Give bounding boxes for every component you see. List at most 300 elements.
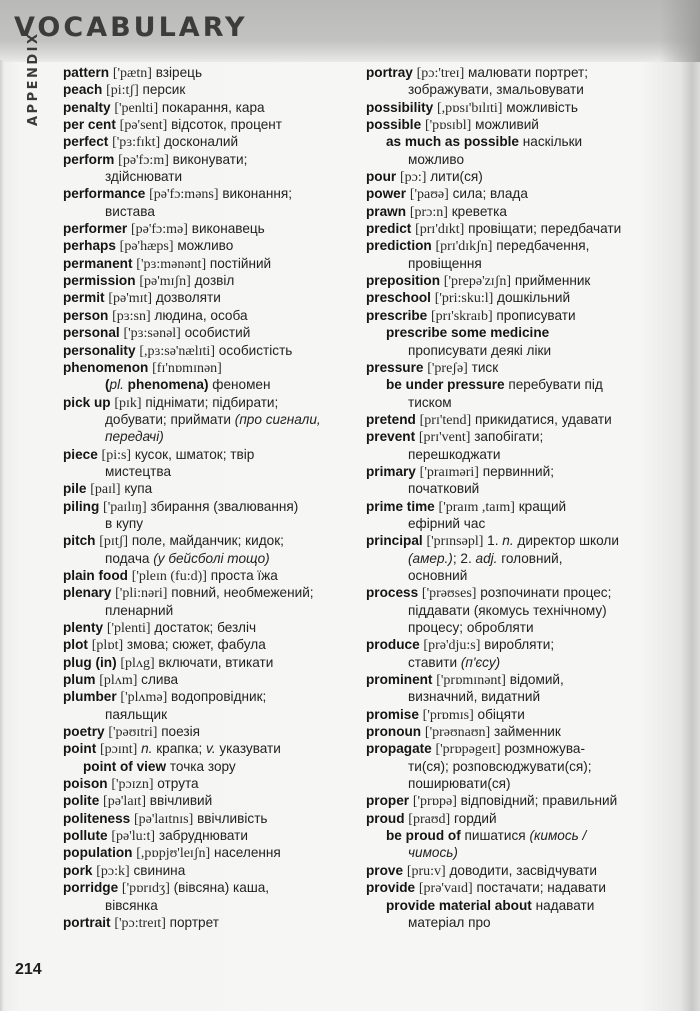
transcription: ['prəʊses]	[421, 586, 477, 602]
translation: первинний;	[482, 463, 554, 479]
translation: подача	[105, 550, 154, 566]
vocab-entry	[63, 359, 353, 376]
vocab-entry	[63, 498, 353, 515]
translation: малювати портрет;	[468, 65, 589, 80]
headword: promise	[366, 706, 419, 722]
headword: performance	[63, 186, 146, 202]
transcription: ['prɒmɪnənt]	[436, 673, 506, 689]
translation: крапка;	[152, 741, 207, 757]
transcription: ['prɒpəgeɪt]	[435, 742, 501, 758]
transcription: ['plʌmə]	[120, 690, 168, 706]
transcription: [pə'fɔ:mə]	[131, 222, 188, 238]
vocab-entry	[63, 237, 353, 254]
headword: plug (in)	[63, 654, 117, 670]
vocab-entry	[63, 654, 353, 671]
translation: людина, особа	[154, 307, 248, 323]
transcription: ['pri:sku:l]	[434, 291, 494, 307]
translation: ; 2.	[452, 550, 476, 566]
vocabulary-column-left	[63, 64, 353, 931]
headword: pronoun	[366, 724, 422, 740]
transcription: [,pɒpjʊ'leɪʃn]	[136, 846, 211, 862]
translation-continuation	[366, 515, 656, 532]
transcription: ['prepə'zɪʃn]	[443, 274, 512, 290]
translation: персик	[142, 82, 186, 98]
vocab-entry	[366, 706, 656, 723]
vocab-entry	[366, 237, 656, 254]
headword: preschool	[366, 290, 431, 306]
transcription: ['pɔɪzn]	[111, 777, 154, 793]
vocab-entry	[366, 532, 656, 549]
translation: взірець	[155, 65, 203, 80]
translation: займенник	[494, 724, 561, 740]
translation-continuation	[366, 550, 656, 567]
translation-continuation	[366, 602, 656, 619]
headword: prescribe	[366, 307, 428, 323]
headword: plum	[63, 672, 96, 688]
phrase-entry	[366, 324, 656, 341]
headword: plenty	[63, 620, 104, 635]
headword: per cent	[63, 117, 116, 133]
translation-continuation	[366, 394, 656, 411]
headword: pick up	[63, 394, 111, 410]
usage-note: (амер.)	[408, 550, 453, 566]
translation-continuation	[63, 897, 353, 914]
translation: кращий	[518, 498, 567, 514]
headword: permit	[63, 290, 105, 306]
translation: тиском	[408, 394, 452, 410]
translation-continuation	[366, 688, 656, 705]
vocab-entry	[63, 480, 353, 497]
vocab-entry	[63, 64, 353, 81]
headword: politeness	[63, 810, 131, 826]
transcription: ['prəʊnaʊn]	[424, 725, 491, 741]
headword: phenomenon	[63, 359, 149, 375]
translation: змова; сюжет, фабула	[126, 637, 266, 653]
headword: person	[63, 307, 109, 323]
vocab-entry	[366, 168, 656, 185]
headword: permanent	[63, 255, 133, 271]
headword: prime time	[366, 498, 435, 514]
vocab-entry	[366, 723, 656, 740]
transcription: ['paɪlɪŋ]	[103, 499, 147, 515]
headword: pollute	[63, 828, 108, 844]
phrase: be under pressure	[386, 377, 505, 393]
transcription: ['prɒmɪs]	[422, 707, 474, 723]
part-of-speech: v.	[206, 741, 216, 757]
headword: produce	[366, 637, 420, 653]
translation: забруднювати	[158, 828, 248, 844]
vocab-entry	[63, 567, 353, 584]
translation: виконавець	[191, 221, 265, 237]
headword: pour	[366, 169, 397, 185]
translation: (вівсяна) каша,	[173, 880, 270, 896]
vocab-entry	[63, 81, 353, 98]
vocab-entry	[63, 584, 353, 601]
vocab-entry	[63, 671, 353, 688]
transcription: [pɔɪnt]	[100, 742, 138, 758]
vocab-entry	[63, 914, 353, 931]
vocab-entry	[366, 289, 656, 306]
transcription: ['plenti]	[106, 621, 151, 636]
vocab-entry	[366, 810, 656, 827]
vocab-entry	[366, 220, 656, 237]
phrase: point of view	[83, 758, 167, 774]
headword: prediction	[366, 238, 432, 254]
headword: process	[366, 585, 419, 601]
plural-headword: phenomena)	[123, 377, 209, 393]
translation: дошкільний	[497, 290, 571, 306]
translation: можливий	[475, 117, 539, 133]
translation: дозвіл	[194, 273, 235, 289]
vocab-entry	[63, 255, 353, 272]
transcription: [plɒt]	[91, 638, 124, 654]
translation: досконалий	[163, 134, 239, 150]
translation: матеріал про	[408, 914, 491, 930]
translation: провіщати; передбачати	[468, 221, 622, 237]
headword: perhaps	[63, 238, 116, 254]
translation: можливо	[408, 151, 465, 167]
translation-continuation	[366, 914, 656, 931]
translation: процесу; обробляти	[408, 620, 534, 635]
translation: початковий	[408, 481, 480, 497]
transcription: [praʊd]	[408, 811, 451, 827]
translation: перешкоджати	[408, 446, 501, 462]
translation: прописувати	[496, 307, 576, 323]
vocab-entry	[63, 185, 353, 202]
vocab-entry	[63, 879, 353, 896]
vocab-entry	[63, 862, 353, 879]
headword: prominent	[366, 672, 433, 688]
translation-continuation	[366, 81, 656, 98]
transcription: [pə'lu:t]	[111, 829, 156, 845]
transcription: [prɪ'vent]	[418, 430, 471, 446]
translation-continuation	[63, 602, 353, 619]
translation-continuation	[63, 411, 353, 428]
transcription: ['pætn]	[112, 66, 152, 81]
translation: піднімати; підбирати;	[145, 394, 279, 410]
transcription: [pɔ:]	[399, 170, 427, 186]
headword: personal	[63, 325, 120, 341]
translation: слива	[141, 672, 179, 688]
vocab-entry	[63, 289, 353, 306]
vocab-entry	[63, 342, 353, 359]
translation-continuation	[366, 480, 656, 497]
transcription: ['paʊə]	[409, 187, 449, 203]
transcription: ['praɪməri]	[419, 464, 479, 480]
headword: prawn	[366, 203, 407, 219]
vocab-entry	[63, 307, 353, 324]
transcription: [paɪl]	[90, 482, 121, 498]
headword: primary	[366, 463, 416, 479]
headword: plenary	[63, 585, 112, 601]
vocab-entry	[366, 359, 656, 376]
transcription: ['prɪnsəpl]	[426, 534, 484, 550]
vocab-entry	[63, 116, 353, 133]
transcription: [pɪtʃ]	[99, 534, 129, 550]
transcription: [prɪ'dɪkt]	[415, 222, 465, 238]
headword: plumber	[63, 689, 117, 705]
vocab-entry	[63, 272, 353, 289]
translation: портрет	[169, 914, 219, 930]
translation: проста їжа	[210, 567, 278, 583]
transcription: [pə'laɪt]	[103, 794, 146, 810]
translation: дозволяти	[155, 290, 221, 306]
transcription: [,pɜ:sə'nælɪti]	[139, 343, 215, 359]
transcription: ['pli:nəri]	[115, 586, 168, 602]
transcription: [prɪ'dɪkʃn]	[435, 239, 493, 255]
transcription: [pɔ:'treɪ]	[416, 66, 465, 81]
vocab-entry	[366, 498, 656, 515]
translation: поширювати(ся)	[408, 776, 511, 792]
vocab-entry	[366, 185, 656, 202]
translation: виконувати;	[172, 151, 248, 167]
translation-continuation	[63, 428, 353, 445]
vocab-entry	[63, 810, 353, 827]
page-title: VOCABULARY	[14, 12, 248, 43]
vocab-entry	[63, 636, 353, 653]
translation-continuation	[63, 203, 353, 220]
translation: можливо	[177, 238, 234, 254]
vocab-entry	[63, 446, 353, 463]
transcription: [pi:tʃ]	[106, 83, 139, 99]
headword: pretend	[366, 411, 416, 427]
vocab-entry	[63, 844, 353, 861]
vocab-entry	[63, 532, 353, 549]
translation-continuation	[366, 255, 656, 272]
translation: повний, необмежений;	[171, 585, 314, 601]
vocab-entry	[63, 792, 353, 809]
phrase-entry	[366, 827, 656, 844]
translation: вівсянка	[105, 897, 158, 913]
transcription: [pru:v]	[406, 863, 446, 879]
headword: personality	[63, 342, 136, 358]
vocab-entry	[366, 116, 656, 133]
translation: перебувати під	[508, 377, 603, 393]
translation: поезія	[161, 724, 200, 740]
translation: в купу	[105, 515, 144, 531]
translation: особистість	[218, 342, 293, 358]
translation: ввічливий	[149, 793, 213, 809]
translation-continuation	[63, 168, 353, 185]
phrase: as much as possible	[386, 134, 519, 150]
headword: pork	[63, 862, 93, 878]
vocab-entry	[366, 64, 656, 81]
usage-note: (п'єсу)	[460, 654, 501, 670]
phrase-entry	[366, 376, 656, 393]
translation: отрута	[157, 776, 199, 792]
transcription: [pə'mɪʃn]	[139, 274, 191, 290]
headword: pile	[63, 481, 87, 497]
vocab-entry	[366, 428, 656, 445]
page-number: 214	[15, 961, 42, 978]
phrase-entry	[366, 133, 656, 150]
translation: вистава	[105, 203, 155, 219]
translation: відповідний; правильний	[460, 793, 618, 809]
translation-continuation	[366, 619, 656, 636]
translation: включати, втикати	[158, 654, 274, 670]
usage-note: передачі)	[105, 429, 164, 445]
transcription: ['pɒrɪdʒ]	[121, 881, 170, 897]
vocab-entry	[63, 151, 353, 168]
translation: ефірний час	[408, 515, 486, 531]
usage-note: (про сигнали,	[234, 411, 321, 427]
translation: населення	[213, 845, 281, 861]
vocab-entry	[366, 879, 656, 896]
headword: power	[366, 186, 407, 202]
transcription: ['pəʊɪtri]	[108, 725, 158, 741]
transcription: [pɜ:sn]	[112, 308, 151, 324]
translation-continuation	[366, 654, 656, 671]
translation-continuation	[366, 758, 656, 775]
translation: директор школи	[513, 533, 619, 549]
headword: proper	[366, 793, 410, 809]
translation: основний	[408, 567, 468, 583]
usage-note: чимось)	[408, 845, 458, 861]
headword: performer	[63, 221, 128, 237]
plural-abbrev: pl.	[109, 377, 124, 393]
transcription: [prə'vaɪd]	[418, 881, 473, 897]
translation: обіцяти	[477, 706, 525, 722]
translation: паяльщик	[105, 706, 168, 722]
transcription: ['pleɪn (fu:d)]	[131, 568, 207, 584]
headword: plot	[63, 637, 88, 653]
translation: пишатися	[464, 828, 530, 844]
headword: portray	[366, 65, 413, 80]
headword: portrait	[63, 914, 111, 930]
vocab-entry	[366, 411, 656, 428]
vocab-entry	[366, 463, 656, 480]
translation: сила; влада	[452, 186, 528, 202]
translation: постачати; надавати	[476, 880, 606, 896]
translation: ставити	[408, 654, 461, 670]
transcription: ['prɒpə]	[412, 794, 457, 810]
translation: пленарний	[105, 602, 174, 618]
transcription: [,pɒsɪ'bɪlɪti]	[437, 100, 503, 116]
vocab-entry	[63, 688, 353, 705]
translation: зображувати, змальовувати	[408, 82, 584, 98]
translation: здійснювати	[105, 169, 183, 185]
plural-form	[63, 376, 353, 393]
transcription: [pi:s]	[101, 447, 132, 463]
headword: possibility	[366, 99, 434, 115]
vocab-entry	[63, 99, 353, 116]
vocab-entry	[63, 394, 353, 411]
phrase-entry	[63, 758, 353, 775]
translation: особистий	[184, 325, 251, 341]
vocab-entry	[366, 671, 656, 688]
translation-continuation	[366, 844, 656, 861]
transcription: [prɪ'tend]	[419, 412, 472, 428]
headword: porridge	[63, 880, 119, 896]
translation: розпочинати процес;	[480, 585, 612, 601]
headword: polite	[63, 793, 100, 809]
translation: мистецтва	[105, 463, 172, 479]
transcription: ['pɜ:sənəl]	[123, 326, 181, 342]
translation: прикидатися, удавати	[474, 411, 612, 427]
transcription: ['praɪm ,taɪm]	[438, 499, 515, 515]
headword: poetry	[63, 724, 105, 740]
headword: pattern	[63, 65, 110, 80]
translation: головний,	[497, 550, 563, 566]
headword: prevent	[366, 429, 416, 445]
translation: точка зору	[169, 758, 236, 774]
headword: provide	[366, 880, 416, 896]
translation-continuation	[366, 567, 656, 584]
part-of-speech: n.	[502, 533, 514, 549]
translation: покарання, кара	[161, 99, 265, 115]
vocab-entry	[366, 740, 656, 757]
part-of-speech: adj.	[475, 550, 498, 566]
translation: відсоток, процент	[171, 117, 283, 133]
vocab-entry	[63, 133, 353, 150]
translation: відомий,	[509, 672, 564, 688]
translation: запобігати;	[474, 429, 544, 445]
translation: гордий	[453, 810, 497, 826]
phrase-entry	[366, 897, 656, 914]
transcription: [prə'dju:s]	[423, 638, 481, 654]
translation: указувати	[215, 741, 281, 757]
phrase: be proud of	[386, 828, 461, 844]
headword: possible	[366, 117, 422, 133]
translation: доводити, засвідчувати	[449, 862, 597, 878]
transcription: [plʌm]	[99, 673, 138, 689]
section-side-label: APPENDIX	[26, 31, 41, 126]
translation: виробляти;	[484, 637, 555, 653]
vocab-entry	[63, 827, 353, 844]
vocab-entry	[366, 862, 656, 879]
headword: prove	[366, 862, 404, 878]
translation: ввічливість	[197, 810, 268, 826]
translation-continuation	[366, 342, 656, 359]
transcription: [pə'hæps]	[119, 239, 174, 255]
vocab-entry	[63, 324, 353, 341]
transcription: [pɔ:k]	[96, 863, 130, 879]
translation: можливість	[506, 99, 578, 115]
headword: pitch	[63, 533, 96, 549]
headword: poison	[63, 776, 108, 792]
vocabulary-column-right	[366, 64, 656, 931]
translation: надавати	[535, 897, 595, 913]
translation: креветка	[451, 203, 507, 219]
headword: piling	[63, 498, 100, 514]
headword: permission	[63, 273, 136, 289]
page-edge-shadow	[0, 60, 4, 1011]
transcription: [pɪk]	[114, 395, 142, 411]
transcription: [plʌg]	[120, 655, 155, 671]
transcription: [prɪ'skraɪb]	[431, 308, 493, 324]
headword: preposition	[366, 273, 441, 289]
translation: передбачення,	[496, 238, 590, 254]
vocab-entry	[366, 792, 656, 809]
usage-note: (у бейсболі тощо)	[153, 550, 270, 566]
translation: наскільки	[522, 134, 583, 150]
headword: proud	[366, 810, 405, 826]
headword: predict	[366, 221, 412, 237]
translation: прописувати деякі ліки	[408, 342, 552, 358]
vocab-entry	[63, 220, 353, 237]
translation-continuation	[63, 706, 353, 723]
translation: розмножува-	[504, 741, 585, 757]
vocab-entry	[63, 619, 353, 636]
translation: виконання;	[222, 186, 293, 202]
vocab-entry	[63, 723, 353, 740]
translation: феномен	[208, 377, 271, 393]
translation: провіщення	[408, 255, 482, 271]
vocab-entry	[366, 203, 656, 220]
headword: population	[63, 845, 133, 861]
translation: збирання (звалювання)	[150, 498, 299, 514]
translation: ти(ся); розповсюджувати(ся);	[408, 758, 592, 774]
